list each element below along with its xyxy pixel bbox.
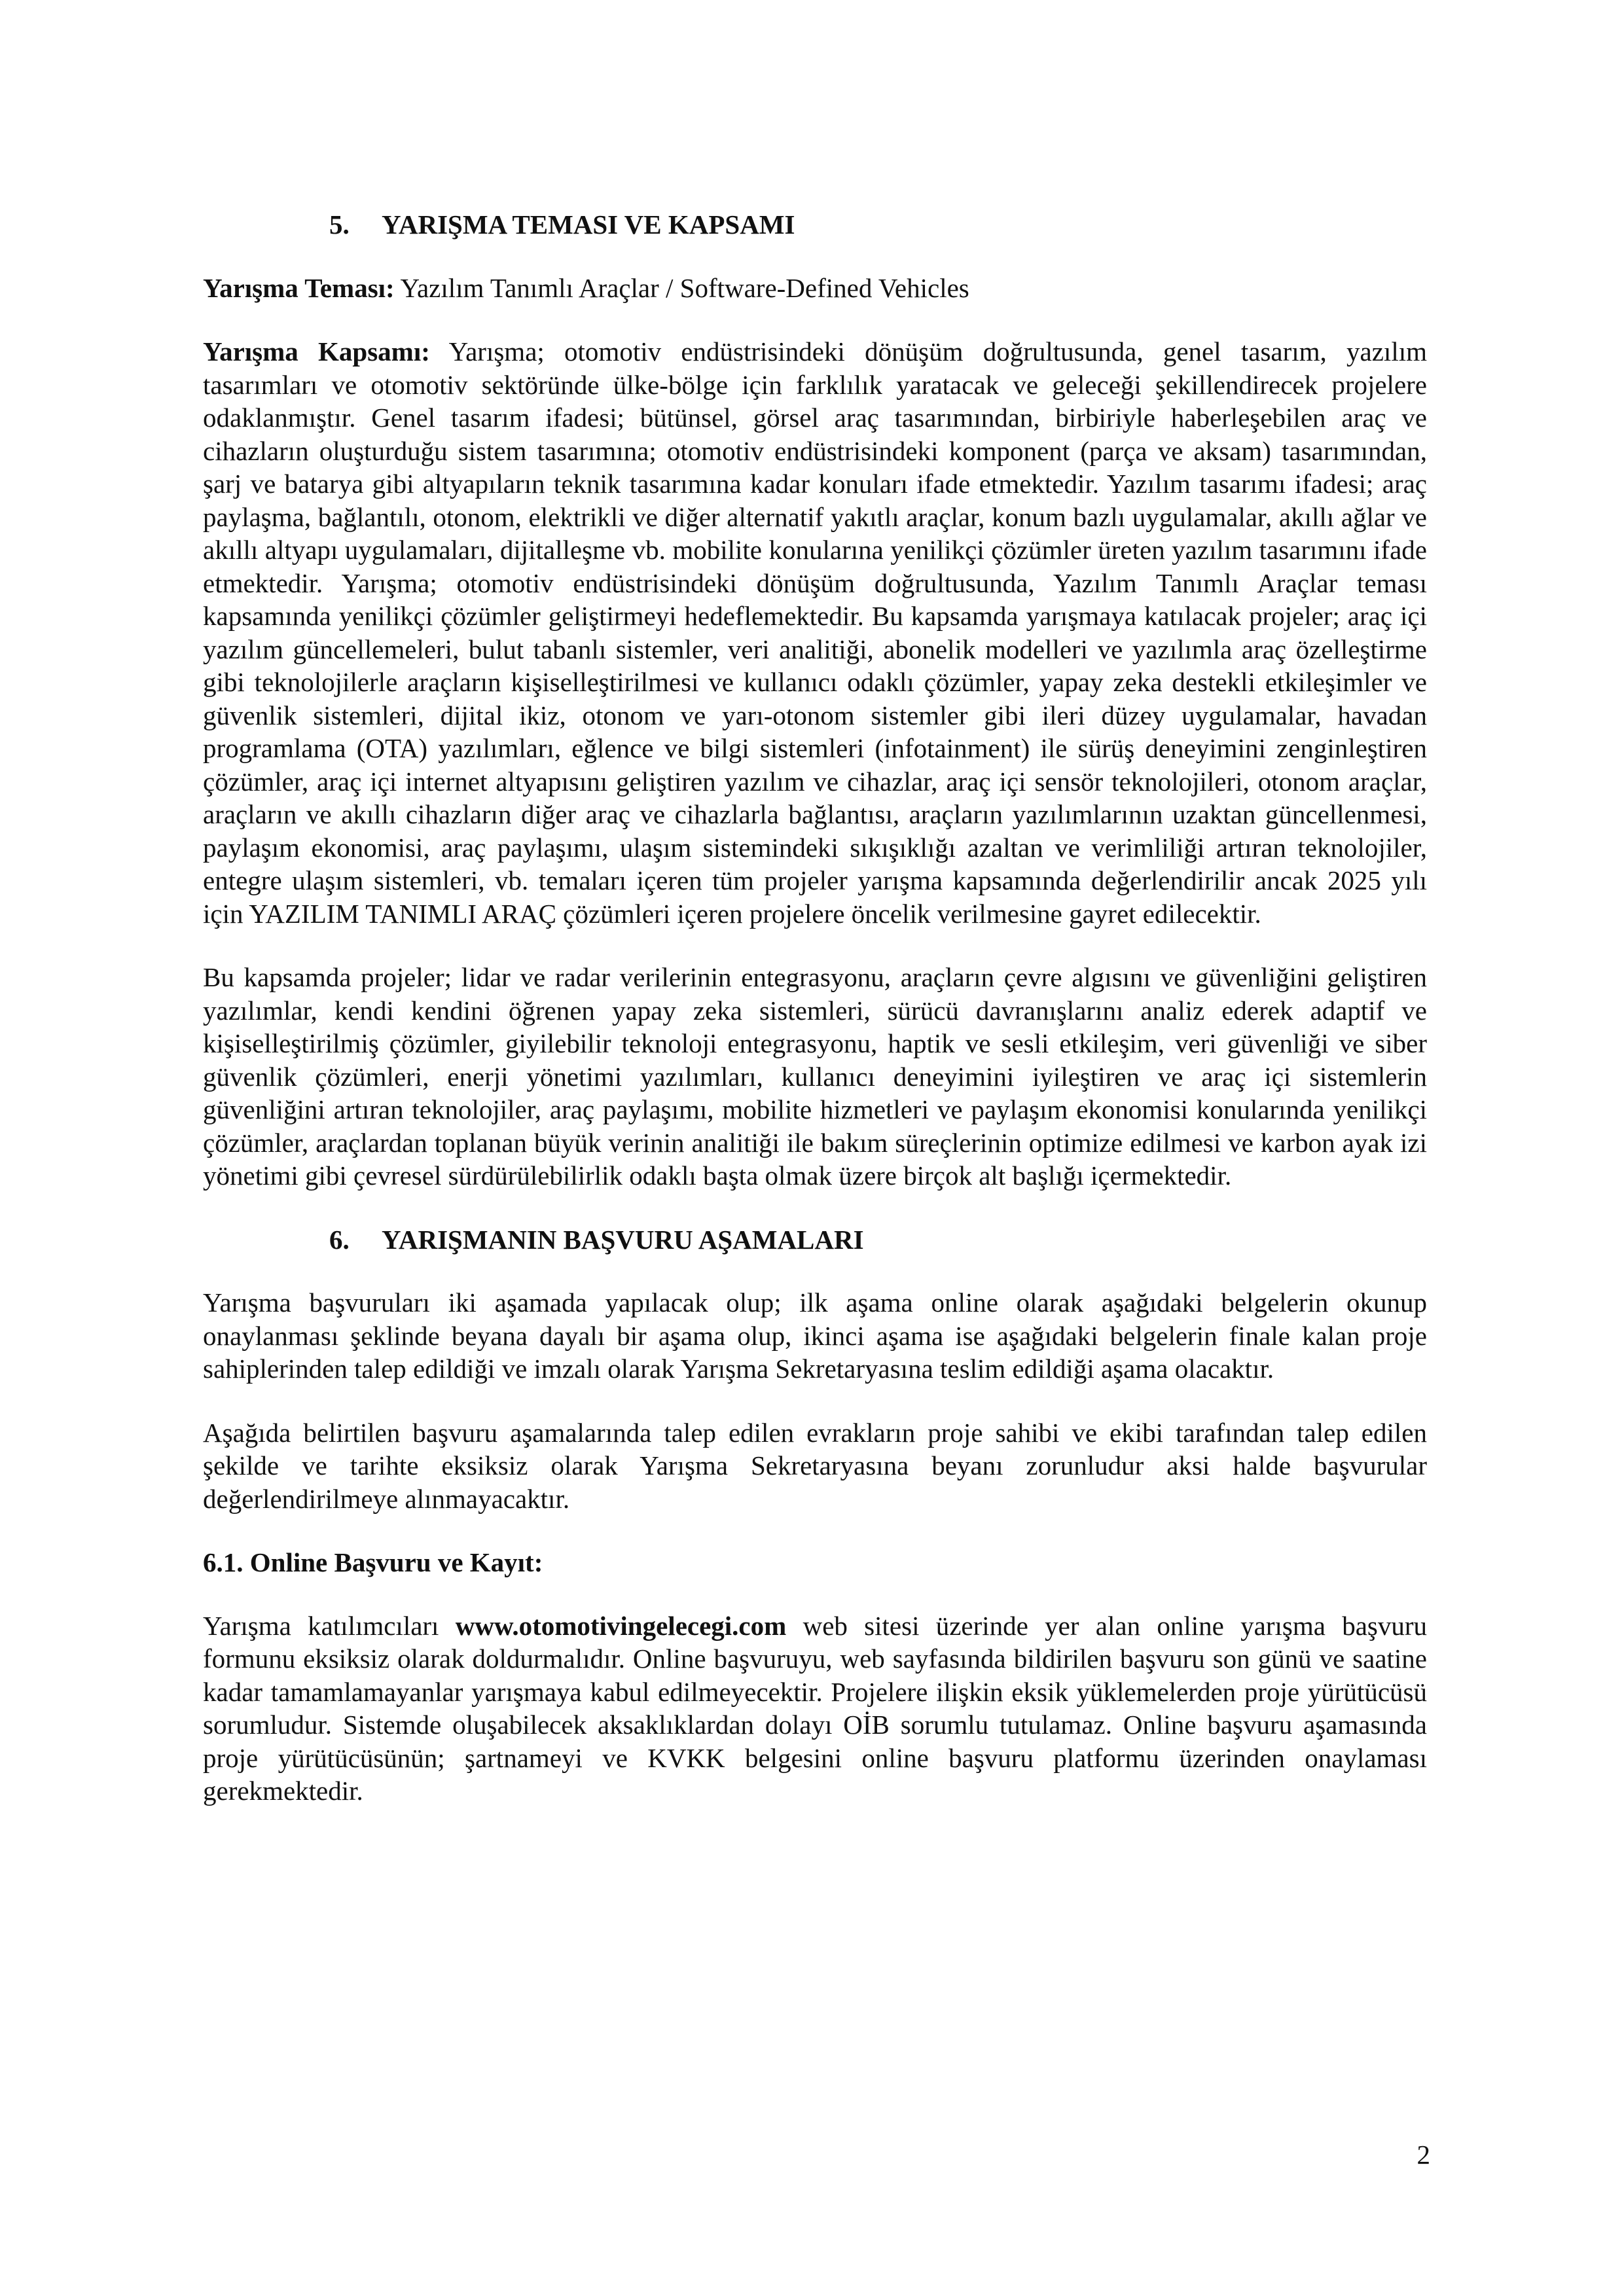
document-page	[203, 208, 1427, 1839]
competition-theme	[203, 272, 1427, 305]
website-link[interactable]: www.otomotivingelecegi.com	[455, 1610, 787, 1641]
section-5-title: YARIŞMA TEMASI VE KAPSAMI	[382, 209, 795, 240]
theme-label: Yarışma Teması:	[203, 272, 395, 303]
section-5-number: 5.	[329, 209, 350, 240]
scope-text: Yarışma; otomotiv endüstrisindeki dönüşüm doğrultusunda, genel tasarım, yazılım tasarımları ve otomotiv sektöründe ülke-bölge için farklılık yaratacak ve geleceği şekillendirecek projelere odaklanmıştır. Genel tasarım ifadesi; bütünsel, görsel araç tasarımından, birbiriyle haberleşebilen araç ve cihazların oluşturduğu sistem tasarımına; otomotiv endüstrisindeki komponent (parça ve aksam) tasarımından, şarj ve batarya gibi altyapıların teknik tasarımına kadar konuları ifade etmektedir. Yazılım tasarımı ifadesi; araç paylaşma, bağlantılı, otonom, elektrikli ve diğer alternatif yakıtlı araçlar, konum bazlı uygulamalar, akıllı ağlar ve akıllı altyapı uygulamaları, dijitalleşme vb. mobilite konularına yenilikçi çözümler üreten yazılım tasarımını ifade etmektedir. Yarışma; otomotiv endüstrisindeki dönüşüm doğrultusunda, Yazılım Tanımlı Araçlar teması kapsamında yenilikçi çözümler geliştirmeyi hedeflemektedir. Bu kapsamda yarışmaya katılacak projeler; araç içi yazılım güncellemeleri, bulut tabanlı sistemler, veri analitiği, abonelik modelleri ve yazılımla araç özelleştirme gibi teknolojilerle araçların kişiselleştirilmesi ve kullanıcı odaklı çözümler, yapay zeka destekli etkileşimler ve güvenlik sistemleri, dijital ikiz, otonom ve yarı-otonom sistemler gibi ileri düzey uygulamalar, havadan programlama (OTA) yazılımları, eğlence ve bilgi sistemleri (infotainment) ile sürüş deneyimini zenginleştiren çözümler, araç içi internet altyapısını geliştiren yazılım ve cihazlar, araç içi sensör teknolojileri, otonom araçlar, araçların ve akıllı cihazların diğer araç ve cihazlarla bağlantısı, araçların yazılımlarının uzaktan güncellenmesi, paylaşım ekonomisi, araç paylaşımı, ulaşım sistemindeki sıkışıklığı azaltan ve verimliliği artıran teknolojiler, entegre ulaşım sistemleri, vb. temaları içeren tüm projeler yarışma kapsamında değerlendirilir ancak 2025 yılı için YAZILIM TANIMLI ARAÇ çözümleri içeren projelere öncelik verilmesine gayret edilecektir.	[203, 336, 1427, 929]
section-6-number: 6.	[329, 1224, 350, 1255]
section-6-heading	[203, 1223, 1427, 1257]
application-stages-paragraph-2: Aşağıda belirtilen başvuru aşamalarında talep edilen evrakların proje sahibi ve ekibi tarafından talep edilen şekilde ve tarihte eksiksiz olarak Yarışma Sekretaryasına beyanı zorunludur aksi halde başvurular değerlendirilmeye alınmayacaktır.	[203, 1417, 1427, 1514]
online-application-paragraph	[203, 1609, 1427, 1808]
online-text-after: web sitesi üzerinde yer alan online yarışma başvuru formunu eksiksiz olarak doldurmalıdır. Online başvuruyu, web sayfasında bildirilen başvuru son günü ve saatine kadar tamamlamayanlar yarışmaya kabul edilmeyecektir. Projelere ilişkin eksik yüklemelerden proje yürütücüsü sorumludur. Sistemde oluşabilecek aksaklıklardan dolayı OİB sorumlu tutulamaz. Online başvuru aşamasında proje yürütücüsünün; şartnameyi ve KVKK belgesini online başvuru platformu üzerinden onaylaması gerekmektedir.	[203, 1610, 1428, 1806]
competition-scope	[203, 335, 1427, 930]
scope-paragraph-2: Bu kapsamda projeler; lidar ve radar verilerinin entegrasyonu, araçların çevre algısını ve güvenliğini geliştiren yazılımlar, kendi kendini öğrenen yapay zeka sistemleri, sürücü davranışlarını analiz ederek adaptif ve kişiselleştirilmiş çözümler, giyilebilir teknoloji entegrasyonu, haptik ve sesli etkileşim, veri güvenliği ve siber güvenlik çözümleri, enerji yönetimi yazılımları, kullanıcı deneyimini iyileştiren ve araç içi sistemlerin güvenliğini artıran teknolojiler, araç paylaşımı, mobilite hizmetleri ve paylaşım ekonomisi konularında yenilikçi çözümler, araçlardan toplanan büyük verinin analitiği ile bakım süreçlerinin optimize edilmesi ve karbon ayak izi yönetimi gibi çevresel sürdürülebilirlik odaklı başta olmak üzere birçok alt başlığı içermektedir.	[203, 962, 1427, 1191]
scope-label: Yarışma Kapsamı:	[203, 336, 430, 367]
section-6-title: YARIŞMANIN BAŞVURU AŞAMALARI	[382, 1224, 864, 1255]
section-5-heading	[203, 208, 1427, 242]
theme-value: Yazılım Tanımlı Araçlar / Software-Defined Vehicles	[394, 272, 969, 303]
application-stages-paragraph-1: Yarışma başvuruları iki aşamada yapılacak olup; ilk aşama online olarak aşağıdaki belgelerin okunup onaylanması şeklinde beyana dayalı bir aşama olup, ikinci aşama ise aşağıdaki belgelerin finale kalan proje sahiplerinden talep edildiği ve imzalı olarak Yarışma Sekretaryasına teslim edildiği aşama olacaktır.	[203, 1287, 1427, 1384]
online-text-before: Yarışma katılımcıları	[203, 1610, 456, 1641]
page-number: 2	[1416, 2140, 1430, 2170]
subsection-6-1-title: 6.1. Online Başvuru ve Kayıt:	[203, 1547, 543, 1577]
